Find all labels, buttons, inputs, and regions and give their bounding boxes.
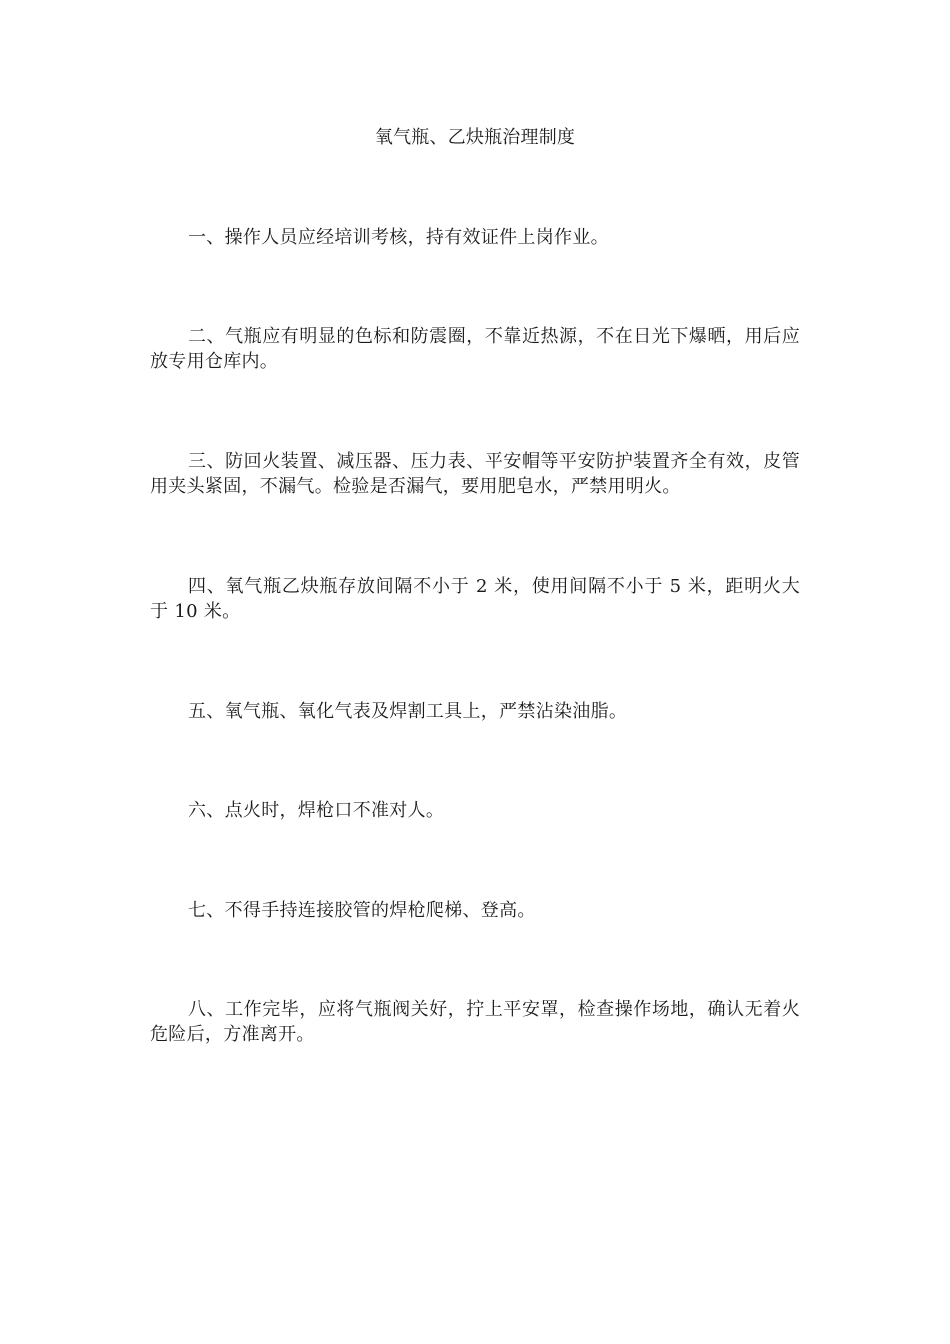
paragraph-rule-3: 三、防回火装置、减压器、压力表、平安帽等平安防护装置齐全有效，皮管用夹头紧固，不漏气。检验是否漏气，要用肥皂水，严禁用明火。: [150, 451, 800, 497]
paragraph-rule-5: 五、氧气瓶、氧化气表及焊割工具上，严禁沾染油脂。: [188, 701, 628, 722]
paragraph-rule-8: 八、工作完毕，应将气瓶阀关好，拧上平安罩，检查操作场地，确认无着火危险后，方准离开。: [150, 999, 800, 1045]
paragraph-rule-4: 四、氧气瓶乙炔瓶存放间隔不小于 2 米，使用间隔不小于 5 米，距明火大于 10 米。: [150, 576, 800, 622]
paragraph-rule-6: 六、点火时，焊枪口不准对人。: [188, 800, 445, 821]
document-title: 氧气瓶、乙炔瓶治理制度: [374, 127, 576, 148]
paragraph-rule-1: 一、操作人员应经培训考核，持有效证件上岗作业。: [188, 227, 609, 248]
paragraph-rule-2: 二、气瓶应有明显的色标和防震圈，不靠近热源，不在日光下爆晒，用后应放专用仓库内。: [150, 326, 800, 372]
paragraph-rule-7: 七、不得手持连接胶管的焊枪爬梯、登高。: [188, 900, 536, 921]
